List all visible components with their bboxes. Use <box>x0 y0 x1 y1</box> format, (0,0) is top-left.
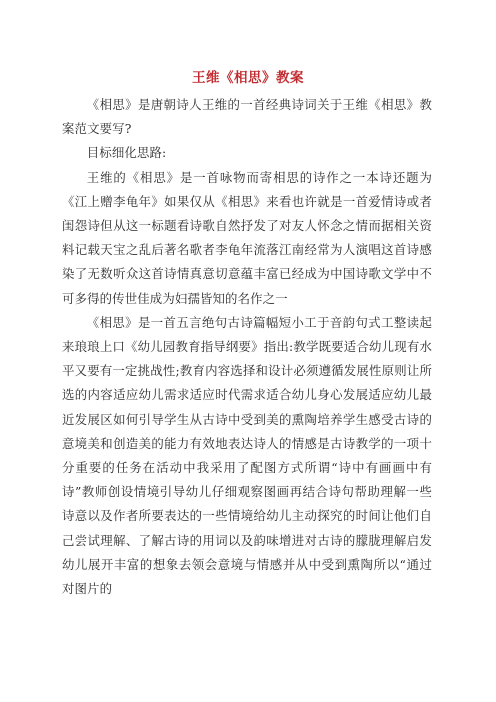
paragraph-intro: 《相思》是唐朝诗人王维的一首经典诗词关于王维《相思》教案范文要写? <box>62 97 432 137</box>
document-title: 王维《相思》教案 <box>192 70 304 86</box>
paragraph-teaching-approach: 《相思》是一首五言绝句古诗篇幅短小工于音韵句式工整读起来琅琅上口《幼儿园教育指导纲要》指出:教学既要适合幼儿现有水平又要有一定挑战性;教育内容选择和设计必须遵循发展性原则让所选的内容适应幼儿需求适应时代需求适合幼儿身心发展适应幼儿最近发展区如何引导学生从古诗中受到美的熏陶培养学生感受古诗的意境美和创造美的能力有效地表达诗人的情感是古诗教学的一项十分重要的任务在活动中我采用了配图方式所谓“诗中有画画中有诗”教师创设情境引导幼儿仔细观察图画再结合诗句帮助理解一些诗意以及作者所要表达的一些情境给幼儿主动探究的时间让他们自己尝试理解、了解古诗的用词以及韵味增进对古诗的朦胧理解启发幼儿展开丰富的想象去领会意境与情感并从中受到熏陶所以“通过对图片的 <box>62 314 432 597</box>
paragraph-goal-heading: 目标细化思路: <box>86 145 167 161</box>
document-body <box>62 93 432 601</box>
paragraph-poem-background: 王维的《相思》是一首咏物而寄相思的诗作之一本诗还题为《江上赠李龟年》如果仅从《相思》来看也许就是一首爱情诗或者闺怨诗但从这一标题看诗歌自然抒发了对友人怀念之情而据相关资料记载天宝之乱后著名歌者李龟年流落江南经常为人演唱这首诗感染了无数听众这首诗情真意切意蕴丰富已经成为中国诗歌文学中不可多得的传世佳成为妇孺皆知的名作之一 <box>62 169 432 306</box>
